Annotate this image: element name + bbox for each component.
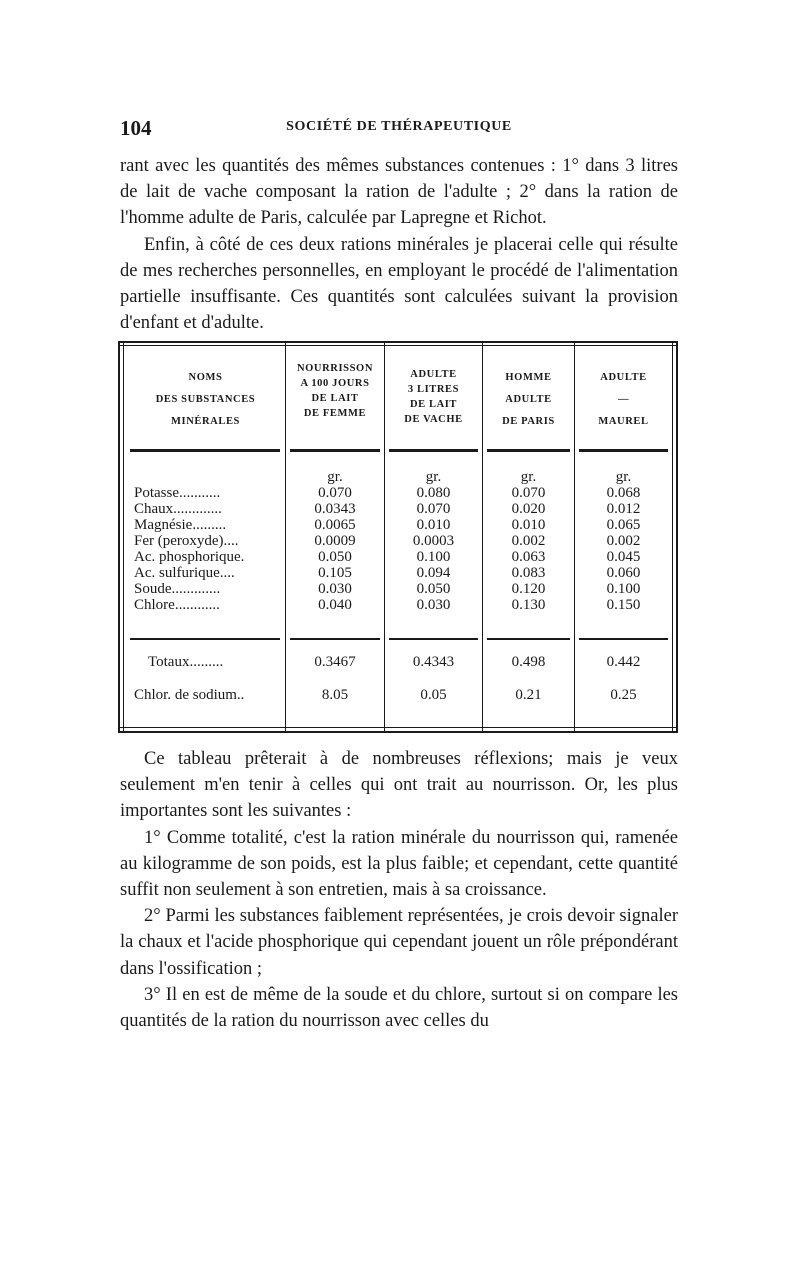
header-line: DE LAIT (409, 399, 458, 410)
unit-label: gr. (520, 469, 537, 485)
sodium-chloride-label: Chlor. de sodium.. (134, 687, 245, 703)
totals-rule (487, 638, 570, 640)
cell-value: 0.002 (606, 533, 641, 549)
substance-name: Potasse........... (134, 485, 221, 501)
header-line: HOMME (505, 372, 552, 383)
substance-name: Chaux............. (134, 501, 222, 517)
cell-value: 0.080 (416, 485, 451, 501)
totals-rule (130, 638, 280, 640)
header-rule (389, 449, 478, 452)
cell-value: 0.100 (606, 581, 641, 597)
cell-value: 0.070 (416, 501, 451, 517)
cell-value: 0.0003 (412, 533, 455, 549)
substance-name: Fer (peroxyde).... (134, 533, 239, 549)
cell-value: 0.063 (511, 549, 546, 565)
cell-value: 0.002 (511, 533, 546, 549)
header-rule (579, 449, 668, 452)
totals-label: Totaux......... (148, 654, 224, 670)
header-line: A 100 JOURS (300, 378, 370, 389)
discussion-paragraph: 2° Parmi les substances faiblement représentées, je crois devoir signaler la chaux et l'acide phosphorique qui cependant jouent un rôle prépondérant dans l'ossification ; (120, 906, 678, 979)
cell-value: 0.010 (511, 517, 546, 533)
header-line: ADULTE (505, 394, 552, 405)
header-line: DE FEMME (303, 408, 367, 419)
discussion-paragraph: Ce tableau prêterait à de nombreuses réflexions; mais je veux seulement m'en tenir à celles qui ont trait au nourrisson. Or, les plus importantes sont les suivantes : (120, 749, 678, 822)
cell-value: 0.100 (416, 549, 451, 565)
header-line: DES SUBSTANCES (155, 394, 256, 405)
mineral-table (118, 341, 678, 733)
cell-value: 0.070 (318, 485, 352, 501)
cell-value: 0.070 (511, 485, 546, 501)
header-line: ADULTE (600, 372, 647, 383)
cell-value: 0.040 (318, 597, 352, 613)
header-line: MAUREL (598, 416, 649, 427)
column-header-substances (128, 367, 283, 433)
table-top-rule (118, 341, 678, 343)
unit-label: gr. (327, 469, 343, 485)
table-bottom-rule-inner (118, 727, 678, 728)
cell-value: 0.030 (416, 597, 451, 613)
intro-text (120, 153, 678, 336)
cell-value: 0.0343 (314, 501, 356, 517)
header-line: NOURRISSON (296, 363, 373, 374)
cell-value: 0.130 (511, 597, 546, 613)
cell-value: 0.068 (606, 485, 641, 501)
total-value: 0.442 (606, 654, 641, 670)
header-rule (130, 449, 280, 452)
page-number: 104 (120, 116, 152, 140)
header-line: DE PARIS (502, 416, 555, 427)
unit-label: gr. (615, 469, 632, 485)
cell-value: 0.065 (606, 517, 641, 533)
substance-name: Ac. sulfurique.... (134, 565, 235, 581)
table-row (118, 517, 678, 533)
substance-name: Ac. phosphorique. (134, 549, 245, 565)
totals-rule (389, 638, 478, 640)
table-row (118, 501, 678, 517)
cell-value: 0.094 (416, 565, 451, 581)
header-line: DE VACHE (404, 414, 463, 425)
cell-value: 0.0065 (314, 517, 356, 533)
cell-value: 0.120 (511, 581, 546, 597)
totals-row (118, 654, 678, 670)
cell-value: 0.030 (318, 581, 352, 597)
substance-name: Soude............. (134, 581, 221, 597)
header-line: ADULTE (410, 369, 457, 380)
header-line: DE LAIT (311, 393, 359, 404)
cell-value: 0.105 (318, 565, 352, 581)
table-bottom-rule (118, 731, 678, 733)
total-value: 0.498 (511, 654, 546, 670)
cell-value: 0.045 (606, 549, 641, 565)
header-line: 3 LITRES (407, 384, 460, 395)
cell-value: 0.050 (416, 581, 451, 597)
cell-value: 0.0009 (314, 533, 356, 549)
table-row (118, 485, 678, 501)
unit-label: gr. (425, 469, 442, 485)
header-rule (487, 449, 570, 452)
header-line: — (617, 394, 630, 405)
column-header-nourrisson (286, 361, 384, 421)
column-header-homme-paris (483, 367, 574, 433)
total-value: 0.4343 (412, 654, 455, 670)
table-top-rule-inner (118, 345, 678, 346)
cell-value: 0.012 (606, 501, 641, 517)
sodium-chloride-row (118, 687, 678, 703)
substance-name: Chlore............ (134, 597, 220, 613)
column-header-adulte-vache (385, 367, 482, 427)
cell-value: 0.020 (511, 501, 546, 517)
table-row (118, 581, 678, 597)
cell-value: 0.083 (511, 565, 546, 581)
table-row (118, 565, 678, 581)
sodium-value: 8.05 (321, 687, 349, 703)
intro-paragraph: Enfin, à côté de ces deux rations minérales je placerai celle qui résulte de mes recherches personnelles, en employant le procédé de l'alimentation partielle insuffisante. Ces quantités sont calculées suivant la provision d'enfant et d'adulte. (120, 234, 678, 334)
table-row (118, 533, 678, 549)
totals-rule (290, 638, 380, 640)
table-row (118, 597, 678, 613)
sodium-value: 0.25 (610, 687, 637, 703)
page-header (120, 116, 678, 140)
sodium-value: 0.05 (420, 687, 447, 703)
sodium-value: 0.21 (515, 687, 542, 703)
intro-paragraph: rant avec les quantités des mêmes substances contenues : 1° dans 3 litres de lait de vache composant la ration de l'adulte ; 2° dans la ration de l'homme adulte de Paris, calculée par Lapregne et Richot. (120, 156, 678, 229)
header-line: NOMS (188, 372, 223, 383)
discussion-paragraph: 3° Il en est de même de la soude et du chlore, surtout si on compare les quantités de la ration du nourrisson avec celles du (120, 984, 678, 1032)
cell-value: 0.150 (606, 597, 641, 613)
header-line: MINÉRALES (171, 416, 240, 427)
discussion-text (120, 746, 678, 1034)
cell-value: 0.010 (416, 517, 451, 533)
substance-name: Magnésie......... (134, 517, 227, 533)
table-row (118, 549, 678, 565)
cell-value: 0.050 (318, 549, 352, 565)
total-value: 0.3467 (314, 654, 356, 670)
totals-rule (579, 638, 668, 640)
running-title: SOCIÉTÉ DE THÉRAPEUTIQUE (286, 119, 512, 134)
discussion-paragraph: 1° Comme totalité, c'est la ration minérale du nourrisson qui, ramenée au kilogramme de son poids, est la plus faible; et cependant, cette quantité suffit non seulement à son entretien, mais à sa croissance. (120, 827, 678, 901)
header-rule (290, 449, 380, 452)
column-header-adulte-maurel (575, 367, 672, 433)
cell-value: 0.060 (606, 565, 641, 581)
unit-row (118, 469, 678, 485)
